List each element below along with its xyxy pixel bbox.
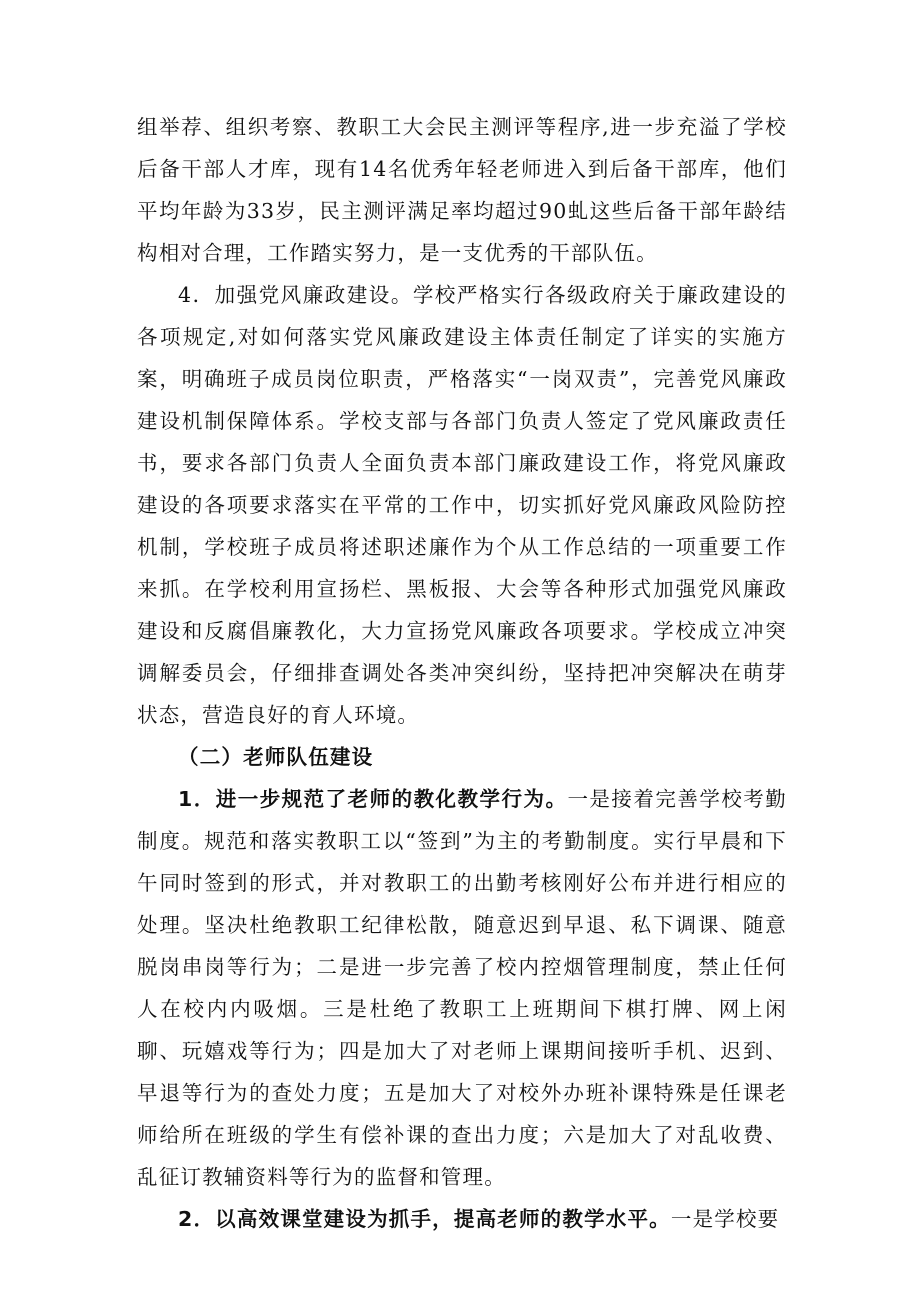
paragraph-lead: 1．进一步规范了老师的教化教学行为。 <box>178 787 568 811</box>
paragraph-text: 4．加强党风廉政建设。学校严格实行各级政府关于廉政建设的各项规定,对如何落实党风廉政建设主体责任制定了详实的实施方案，明确班子成员岗位职责，严格落实“一岗双责”，完善党风廉政建设机制保障体系。学校支部与各部门负责人签定了党风廉政责任书，要求各部门负责人全面负责本部门廉政建设工作，将党风廉政建设的各项要求落实在平常的工作中，切实抓好党风廉政风险防控机制，学校班子成员将述职述廉作为个从工作总结的一项重要工作来抓。在学校利用宣扬栏、黑板报、大会等各种形式加强党风廉政建设和反腐倡廉教化，大力宣扬党风廉政各项要求。学校成立冲突调解委员会，仔细排查调处各类冲突纠纷，坚持把冲突解决在萌芽状态，营造良好的育人环境。 <box>137 283 787 727</box>
paragraph-teaching-conduct <box>137 778 787 1198</box>
paragraph-party-integrity <box>137 274 787 736</box>
paragraph-efficient-classroom <box>137 1198 787 1240</box>
paragraph-cadre-pool <box>137 106 787 274</box>
paragraph-text: 一是学校要 <box>670 1207 780 1231</box>
paragraph-lead: 2．以高效课堂建设为抓手，提高老师的教学水平。 <box>178 1207 671 1231</box>
paragraph-text: 一是接着完善学校考勤制度。规范和落实教职工以“签到”为主的考勤制度。实行早晨和下午同时签到的形式，并对教职工的出勤考核刚好公布并进行相应的处理。坚决杜绝教职工纪律松散，随意迟到早退、私下调课、随意脱岗串岗等行为；二是进一步完善了校内控烟管理制度，禁止任何人在校内内吸烟。三是杜绝了教职工上班期间下棋打牌、网上闲聊、玩嬉戏等行为；四是加大了对老师上课期间接听手机、迟到、早退等行为的查处力度；五是加大了对校外办班补课特殊是任课老师给所在班级的学生有偿补课的查出力度；六是加大了对乱收费、乱征订教辅资料等行为的监督和管理。 <box>137 787 787 1189</box>
document-body <box>137 106 787 1240</box>
section-heading-teacher-team: （二）老师队伍建设 <box>178 745 374 769</box>
paragraph-text: 组举荐、组织考察、教职工大会民主测评等程序,进一步充溢了学校后备干部人才库，现有14名优秀年轻老师进入到后备干部库，他们平均年龄为33岁，民主测评满足率均超过90虬这些后备干部年龄结构相对合理，工作踏实努力，是一支优秀的干部队伍。 <box>137 115 787 265</box>
